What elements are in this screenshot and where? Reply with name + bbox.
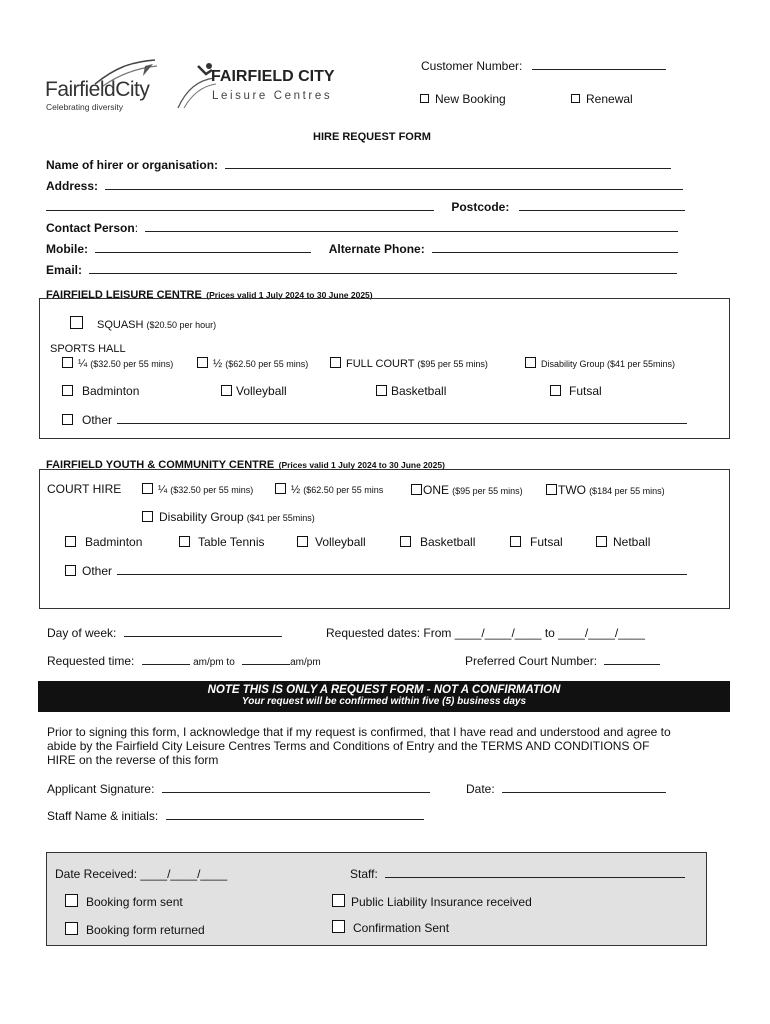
fycc-basketball-checkbox[interactable] (400, 536, 411, 547)
logo2-subtitle: Leisure Centres (212, 90, 333, 102)
fycc-futsal-checkbox[interactable] (510, 536, 521, 547)
squash-option[interactable] (70, 316, 216, 331)
court-hire-label: COURT HIRE (47, 482, 122, 496)
booking-sent-option[interactable] (65, 894, 183, 909)
signature-row (47, 782, 430, 796)
flc-option-half[interactable] (197, 357, 308, 370)
contact-field[interactable] (145, 230, 678, 232)
fycc-badminton-label: Badminton (85, 535, 143, 549)
preferred-court-field[interactable] (604, 663, 660, 665)
fycc-two-label: TWO (558, 483, 586, 497)
customer-number-row (421, 59, 666, 73)
fycc-volleyball-label: Volleyball (315, 535, 366, 549)
flc-sport-futsal[interactable] (550, 384, 602, 398)
insurance-checkbox[interactable] (332, 894, 345, 907)
fycc-option-one[interactable] (411, 483, 523, 497)
address-line2-field[interactable] (46, 209, 434, 211)
email-label: Email: (46, 263, 83, 277)
day-of-week-field[interactable] (124, 635, 282, 637)
ampm-to-label: am/pm (290, 657, 321, 668)
confirmation-checkbox[interactable] (332, 920, 345, 933)
leisure-centres-logo (176, 60, 351, 112)
fycc-two-price: ($184 per 55 mins) (589, 486, 665, 496)
flc-full-label: FULL COURT (346, 358, 415, 370)
flc-basketball-label: Basketball (391, 384, 447, 398)
declaration-text (47, 725, 671, 767)
mobile-field[interactable] (95, 251, 311, 253)
flc-volleyball-checkbox[interactable] (221, 385, 232, 396)
contact-label: Contact Person (46, 221, 135, 235)
flc-volleyball-label: Volleyball (236, 384, 287, 398)
confirmation-label: Confirmation Sent (353, 921, 450, 935)
hirer-name-label: Name of hirer or organisation: (46, 158, 219, 172)
flc-futsal-label: Futsal (569, 384, 602, 398)
flc-futsal-checkbox[interactable] (550, 385, 561, 396)
sports-hall-label: SPORTS HALL (50, 343, 126, 355)
day-of-week-label: Day of week: (47, 626, 117, 640)
confirmation-option[interactable] (332, 920, 449, 935)
flc-option-disability[interactable] (525, 357, 675, 370)
date-received[interactable]: Date Received: ____/____/____ (55, 867, 228, 881)
flc-sport-basketball[interactable] (376, 384, 446, 398)
renewal-label: Renewal (586, 92, 633, 106)
fycc-disability-option[interactable] (142, 510, 315, 524)
flc-option-full[interactable] (330, 357, 488, 370)
fycc-half-price: ($62.50 per 55 mins (303, 485, 384, 495)
flc-other-field[interactable] (117, 422, 687, 424)
hirer-name-row (46, 158, 671, 172)
flc-quarter-price: ($32.50 per 55 mins) (90, 359, 174, 369)
fycc-disability-checkbox[interactable] (142, 511, 153, 522)
flc-full-checkbox[interactable] (330, 357, 341, 368)
flc-option-quarter[interactable] (62, 357, 173, 370)
signature-date-row (466, 782, 666, 796)
fycc-option-quarter[interactable] (142, 483, 253, 496)
fycc-sport-netball[interactable] (596, 535, 650, 549)
phone-row (46, 242, 678, 256)
flc-badminton-checkbox[interactable] (62, 385, 73, 396)
fycc-netball-label: Netball (613, 535, 651, 549)
renewal-option[interactable] (571, 92, 633, 106)
fycc-one-price: ($95 per 55 mins) (452, 486, 523, 496)
office-staff-label: Staff: (350, 867, 378, 881)
booking-returned-checkbox[interactable] (65, 922, 78, 935)
fycc-option-half[interactable] (275, 483, 383, 496)
fycc-table-tennis-checkbox[interactable] (179, 536, 190, 547)
flc-badminton-label: Badminton (82, 384, 140, 398)
address-line2-row (46, 200, 685, 214)
signature-label: Applicant Signature: (47, 782, 155, 796)
fycc-disability-price: ($41 per 55mins) (246, 513, 315, 523)
flc-disability-checkbox[interactable] (525, 357, 536, 368)
alt-phone-field[interactable] (432, 251, 678, 253)
booking-sent-label: Booking form sent (86, 895, 183, 909)
address-label: Address: (46, 179, 99, 193)
declaration-line2: abide by the Fairfield City Leisure Centres Terms and Conditions of Entry and the TERMS AND CONDITIONS OF (47, 739, 650, 753)
fycc-netball-checkbox[interactable] (596, 536, 607, 547)
fycc-half-label: ½ (291, 484, 301, 496)
address-row (46, 179, 683, 193)
insurance-option[interactable] (332, 894, 532, 909)
fairfield-city-logo (45, 58, 165, 114)
fycc-one-checkbox[interactable] (411, 484, 422, 495)
postcode-label: Postcode: (451, 200, 510, 214)
fycc-futsal-label: Futsal (530, 535, 563, 549)
notice-bar (38, 681, 730, 712)
renewal-checkbox[interactable] (571, 94, 580, 103)
flc-other-row[interactable] (62, 413, 687, 427)
signature-date-label: Date: (466, 782, 495, 796)
logo2-title: FAIRFIELD CITY (211, 68, 335, 85)
swimmer-icon (176, 60, 216, 110)
postcode-field[interactable] (519, 209, 685, 211)
requested-dates[interactable]: Requested dates: From ____/____/____ to ____/____/____ (326, 626, 645, 640)
office-staff-field[interactable] (385, 876, 685, 878)
fycc-disability-label: Disability Group (159, 510, 244, 524)
squash-price: ($20.50 per hour) (146, 320, 217, 330)
flc-other-checkbox[interactable] (62, 414, 73, 425)
new-booking-checkbox[interactable] (420, 94, 429, 103)
staff-name-label: Staff Name & initials: (47, 809, 159, 823)
flc-sport-volleyball[interactable] (221, 384, 287, 398)
booking-returned-label: Booking form returned (86, 923, 205, 937)
ampm-from-label: am/pm to (193, 657, 235, 668)
fycc-half-checkbox[interactable] (275, 483, 286, 494)
fycc-quarter-price: ($32.50 per 55 mins) (170, 485, 254, 495)
fycc-sport-badminton[interactable] (65, 535, 142, 549)
fycc-other-row[interactable] (65, 564, 687, 578)
customer-number-field[interactable] (532, 68, 666, 70)
form-title: HIRE REQUEST FORM (313, 131, 431, 143)
requested-time-label: Requested time: (47, 654, 135, 668)
time-to-field[interactable] (242, 663, 290, 665)
flc-half-price: ($62.50 per 55 mins) (225, 359, 309, 369)
logo-wordmark: FairfieldCity (45, 78, 150, 101)
notice-line2: Your request will be confirmed within five (5) business days (241, 696, 527, 707)
preferred-court-label: Preferred Court Number: (465, 654, 598, 668)
flc-sport-badminton[interactable] (62, 384, 139, 398)
fycc-validity: (Prices valid 1 July 2024 to 30 June 2025) (278, 460, 445, 470)
fycc-other-label: Other (82, 564, 113, 578)
mobile-label: Mobile: (46, 242, 88, 256)
new-booking-label: New Booking (435, 92, 506, 106)
staff-name-field[interactable] (166, 818, 424, 820)
flc-basketball-checkbox[interactable] (376, 385, 387, 396)
hirer-name-field[interactable] (225, 167, 671, 169)
email-field[interactable] (89, 272, 677, 274)
new-booking-option[interactable] (420, 92, 506, 106)
fycc-one-label: ONE (423, 483, 450, 497)
customer-number-label: Customer Number: (421, 59, 523, 73)
flc-quarter-label: ¼ (78, 358, 88, 370)
flc-validity: (Prices valid 1 July 2024 to 30 June 2025) (206, 290, 373, 300)
fycc-quarter-checkbox[interactable] (142, 483, 153, 494)
address-field[interactable] (105, 188, 683, 190)
fycc-option-two[interactable] (546, 483, 665, 497)
flc-half-label: ½ (213, 358, 223, 370)
fycc-sport-table-tennis[interactable] (179, 535, 265, 549)
signature-field[interactable] (162, 791, 430, 793)
requested-time-row (47, 654, 321, 668)
squash-checkbox[interactable] (70, 316, 83, 329)
staff-name-row (47, 809, 424, 823)
booking-returned-option[interactable] (65, 922, 205, 937)
logo-tagline: Celebrating diversity (46, 102, 124, 112)
contact-colon: : (134, 221, 139, 235)
alt-phone-label: Alternate Phone: (328, 242, 425, 256)
insurance-label: Public Liability Insurance received (351, 895, 532, 909)
day-of-week-row (47, 626, 282, 640)
office-staff-row (350, 867, 685, 881)
contact-row (46, 221, 678, 235)
declaration-line3: HIRE on the reverse of this form (47, 753, 219, 767)
declaration-line1: Prior to signing this form, I acknowledge that if my request is confirmed, that I have read and understood and agree to (47, 725, 671, 739)
time-from-field[interactable] (142, 663, 190, 665)
signature-date-field[interactable] (502, 791, 666, 793)
fycc-other-field[interactable] (117, 573, 687, 575)
fycc-heading-text: FAIRFIELD YOUTH & COMMUNITY CENTRE (46, 459, 275, 471)
fycc-two-checkbox[interactable] (546, 484, 557, 495)
fycc-badminton-checkbox[interactable] (65, 536, 76, 547)
email-row (46, 263, 677, 277)
flc-full-price: ($95 per 55 mins) (417, 359, 488, 369)
flc-half-checkbox[interactable] (197, 357, 208, 368)
fycc-table-tennis-label: Table Tennis (198, 535, 265, 549)
squash-label: SQUASH (97, 319, 144, 331)
booking-sent-checkbox[interactable] (65, 894, 78, 907)
flc-disability-label: Disability Group ($41 per 55mins) (541, 359, 676, 369)
fycc-basketball-label: Basketball (420, 535, 476, 549)
fycc-sport-volleyball[interactable] (297, 535, 366, 549)
flc-heading-text: FAIRFIELD LEISURE CENTRE (46, 289, 202, 301)
notice-line1: NOTE THIS IS ONLY A REQUEST FORM - NOT A CONFIRMATION (207, 684, 561, 696)
fycc-quarter-label: ¼ (158, 484, 168, 496)
preferred-court-row (465, 654, 660, 668)
fycc-sport-futsal[interactable] (510, 535, 563, 549)
flc-other-label: Other (82, 413, 113, 427)
fycc-volleyball-checkbox[interactable] (297, 536, 308, 547)
flc-quarter-checkbox[interactable] (62, 357, 73, 368)
fycc-other-checkbox[interactable] (65, 565, 76, 576)
fycc-sport-basketball[interactable] (400, 535, 475, 549)
